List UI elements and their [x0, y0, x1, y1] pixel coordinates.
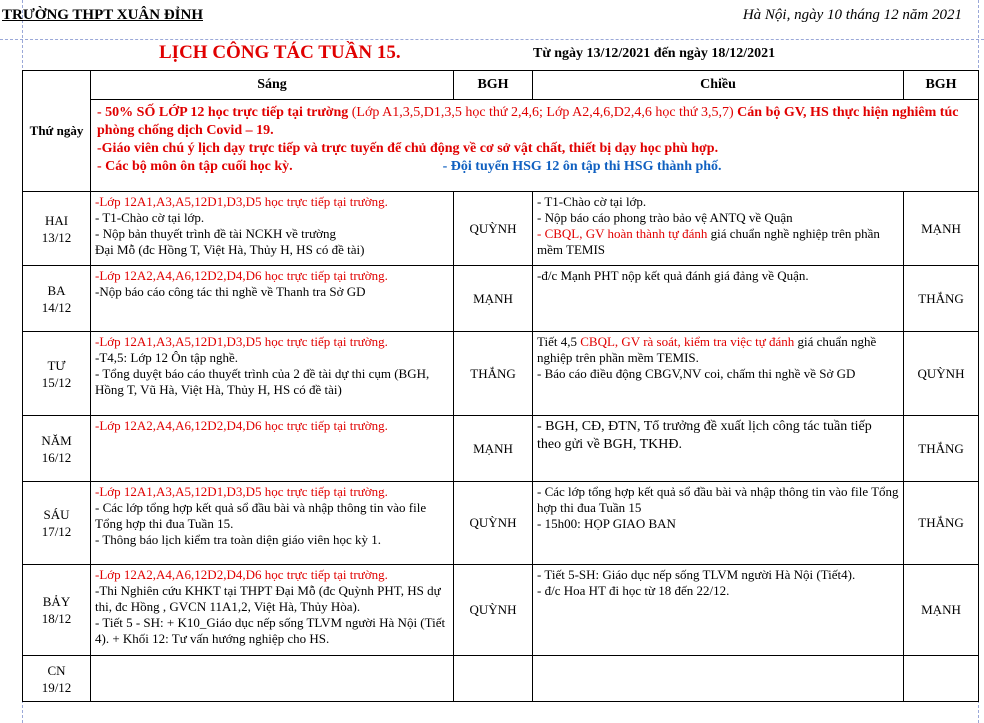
bgh-morning-cell: QUỲNH	[454, 565, 533, 656]
morning-cell: -Lớp 12A2,A4,A6,12D2,D4,D6 học trực tiếp tại trường.	[91, 416, 454, 482]
afternoon-cell: - BGH, CĐ, ĐTN, Tổ trưởng đề xuất lịch công tác tuần tiếp theo gửi về BGH, TKHĐ.	[533, 416, 904, 482]
day-cell: TƯ 15/12	[23, 332, 91, 416]
afternoon-cell: -đ/c Mạnh PHT nộp kết quả đánh giá đảng về Quận.	[533, 266, 904, 332]
schedule-table	[22, 70, 979, 702]
bgh-afternoon-cell: THẮNG	[904, 416, 979, 482]
afternoon-cell: - Các lớp tổng hợp kết quả sổ đầu bài và nhập thông tin vào file Tổng hợp thi đua Tuần 15 - 15h00: HỌP GIAO BAN	[533, 482, 904, 565]
col-header-day: Thứ ngày	[23, 71, 91, 192]
place-date: Hà Nội, ngày 10 tháng 12 năm 2021	[742, 7, 962, 23]
general-notes: - 50% SỐ LỚP 12 học trực tiếp tại trường (Lớp A1,3,5,D1,3,5 học thứ 2,4,6; Lớp A2,4,6,D2,4,6 học thứ 3,5,7) Cán bộ GV, HS thực hiện nghiêm túc phòng chống dịch Covid – 19. -Giáo viên chú ý lịch dạy trực tiếp và trực tuyến để chủ động về cơ sở vật chất, thiết bị dạy học phù hợp. - Các bộ môn ôn tập cuối học kỳ. - Đội tuyển HSG 12 ôn tập thi HSG thành phố.	[91, 100, 979, 192]
table-row	[23, 266, 979, 332]
bgh-morning-cell: QUỲNH	[454, 482, 533, 565]
school-name: TRƯỜNG THPT XUÂN ĐỈNH	[2, 7, 203, 23]
afternoon-cell	[533, 656, 904, 702]
col-header-afternoon: Chiều	[533, 71, 904, 100]
morning-cell: -Lớp 12A1,A3,A5,12D1,D3,D5 học trực tiếp tại trường. -T4,5: Lớp 12 Ôn tập nghề. - Tổng duyệt báo cáo thuyết trình của 2 đề tài dự thi cụm (BGH, Hồng T, Vũ Hà, Việt Hà, Thủy H, HS có đề tài)	[91, 332, 454, 416]
col-header-bgh-afternoon: BGH	[904, 71, 979, 100]
bgh-afternoon-cell: MẠNH	[904, 192, 979, 266]
day-cell: BẢY 18/12	[23, 565, 91, 656]
table-row	[23, 416, 979, 482]
col-header-bgh-morning: BGH	[454, 71, 533, 100]
morning-cell: -Lớp 12A1,A3,A5,12D1,D3,D5 học trực tiếp tại trường. - Các lớp tổng hợp kết quả sổ đầu bài và nhập thông tin vào file Tổng hợp thi đua Tuần 15. - Thông báo lịch kiểm tra toàn diện giáo viên học kỳ 1.	[91, 482, 454, 565]
bgh-morning-cell: THẮNG	[454, 332, 533, 416]
morning-cell	[91, 656, 454, 702]
table-row	[23, 482, 979, 565]
morning-cell: -Lớp 12A1,A3,A5,12D1,D3,D5 học trực tiếp tại trường. - T1-Chào cờ tại lớp. - Nộp bản thuyết trình đề tài NCKH về trường Đại Mỗ (đc Hồng T, Việt Hà, Thủy H, HS có đề tài)	[91, 192, 454, 266]
date-range: Từ ngày 13/12/2021 đến ngày 18/12/2021	[533, 46, 776, 61]
bgh-afternoon-cell	[904, 656, 979, 702]
table-row	[23, 656, 979, 702]
col-header-morning: Sáng	[91, 71, 454, 100]
bgh-afternoon-cell: MẠNH	[904, 565, 979, 656]
afternoon-cell: - Tiết 5-SH: Giáo dục nếp sống TLVM người Hà Nội (Tiết4). - đ/c Hoa HT đi học từ 18 đến 22/12.	[533, 565, 904, 656]
bgh-morning-cell: MẠNH	[454, 266, 533, 332]
morning-cell: -Lớp 12A2,A4,A6,12D2,D4,D6 học trực tiếp tại trường. -Nộp báo cáo công tác thi nghề về Thanh tra Sở GD	[91, 266, 454, 332]
table-row	[23, 192, 979, 266]
guide-line-top	[0, 39, 984, 40]
bgh-afternoon-cell: THẮNG	[904, 266, 979, 332]
page-title: LỊCH CÔNG TÁC TUẦN 15.	[159, 42, 401, 63]
bgh-morning-cell: QUỲNH	[454, 192, 533, 266]
table-row	[23, 332, 979, 416]
day-cell: CN 19/12	[23, 656, 91, 702]
afternoon-cell: Tiết 4,5 CBQL, GV rà soát, kiểm tra việc tự đánh giá chuẩn nghề nghiệp trên phần mềm TEMIS. - Báo cáo điều động CBGV,NV coi, chấm thi nghề về Sở GD	[533, 332, 904, 416]
day-cell: BA 14/12	[23, 266, 91, 332]
table-row	[23, 565, 979, 656]
day-cell: SÁU 17/12	[23, 482, 91, 565]
afternoon-cell: - T1-Chào cờ tại lớp. - Nộp báo cáo phong trào bảo vệ ANTQ về Quận - CBQL, GV hoàn thành tự đánh giá chuẩn nghề nghiệp trên phần mềm TEMIS	[533, 192, 904, 266]
morning-cell: -Lớp 12A2,A4,A6,12D2,D4,D6 học trực tiếp tại trường. -Thi Nghiên cứu KHKT tại THPT Đại Mỗ (đc Quỳnh PHT, HS dự thi, đc Hồng , GVCN 11A1,2, Việt Hà, Thủy Hòa). - Tiết 5 - SH: + K10_Giáo dục nếp sống TLVM người Hà Nội (Tiết 4). + Khối 12: Tư vấn hướng nghiệp cho HS.	[91, 565, 454, 656]
day-cell: NĂM 16/12	[23, 416, 91, 482]
bgh-afternoon-cell: THẮNG	[904, 482, 979, 565]
day-cell: HAI 13/12	[23, 192, 91, 266]
bgh-afternoon-cell: QUỲNH	[904, 332, 979, 416]
bgh-morning-cell: MẠNH	[454, 416, 533, 482]
bgh-morning-cell	[454, 656, 533, 702]
